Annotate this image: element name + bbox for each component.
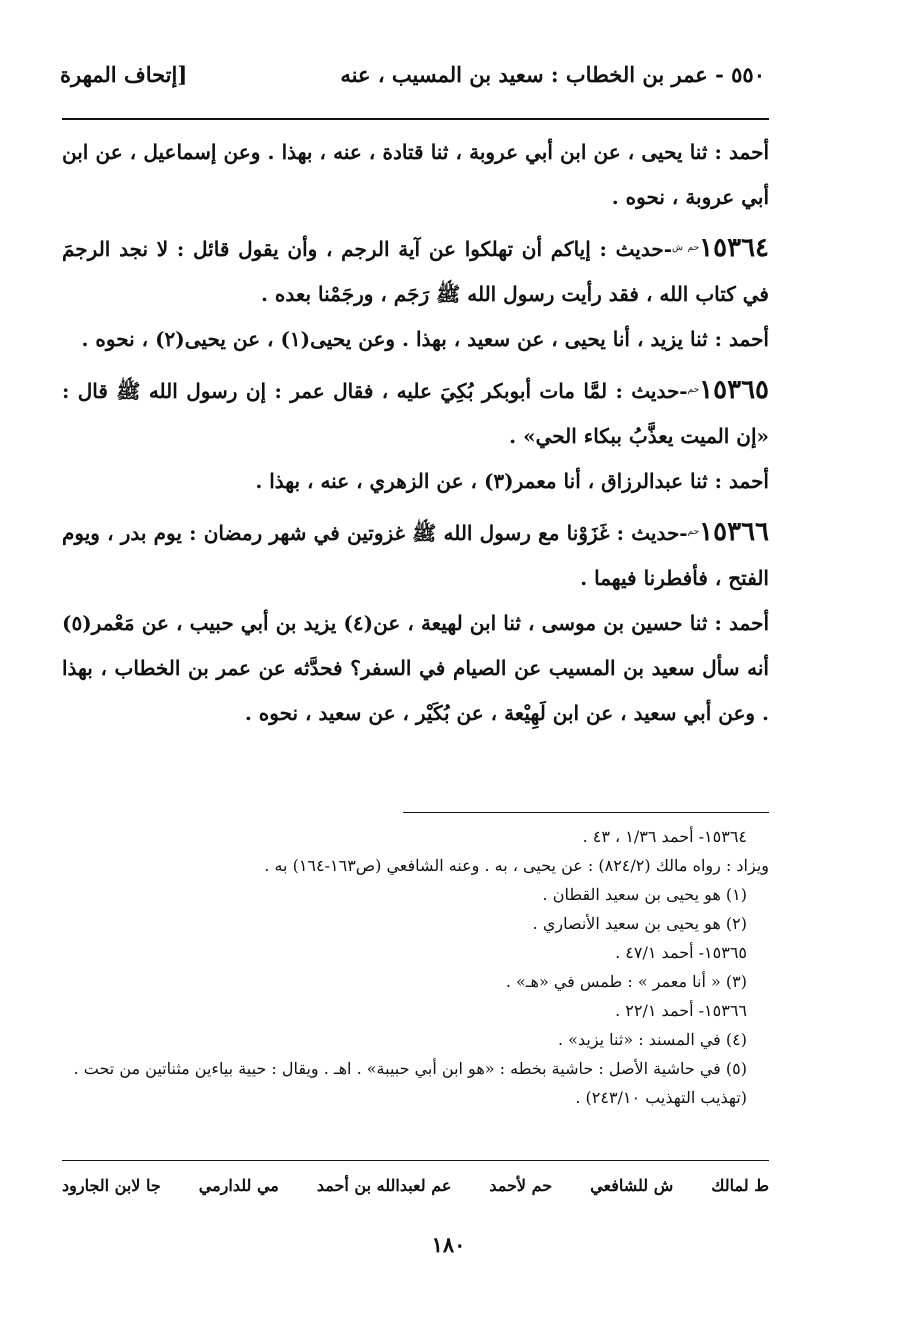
- source-legend: [62, 1176, 769, 1195]
- isnad-text: أحمد : ثنا حسين بن موسى ، ثنا ابن لهيعة ، عن(٤) يزيد بن أبي حبيب ، عن مَعْمر(٥) أنه سأل سعيد بن المسيب عن الصيام في السفر؟ فحدَّثه عن عمر بن الخطاب ، بهذا . وعن أبي سعيد ، عن ابن لَهِيْعة ، عن بُكَيْر ، عن سعيد ، نحوه .: [62, 611, 770, 725]
- footnote: ١٥٣٦٥- أحمد ٤٧/١ .: [615, 943, 747, 962]
- chapter-title: ٥٥٠ - عمر بن الخطاب : سعيد بن المسيب ، عنه: [340, 62, 765, 87]
- hadith-15364: [62, 226, 769, 362]
- legend-rule: [62, 1160, 769, 1161]
- hadith-body: -حديث : إياكم أن تهلكوا عن آية الرجم ، وأن يقول قائل : لا نجد الرجمَ في كتاب الله ، فقد رأيت رسول الله ﷺ رَجَم ، ورجَمْنا بعده .: [62, 237, 769, 306]
- footnote-rule: [403, 812, 769, 813]
- isnad-text: أحمد : ثنا يزيد ، أنا يحيى ، عن سعيد ، بهذا . وعن يحيى(١) ، عن يحيى(٢) ، نحوه .: [81, 327, 769, 351]
- footnotes: [62, 822, 769, 1112]
- legend-item-shafii: ش للشافعي: [590, 1176, 674, 1195]
- hadith-number: ١٥٣٦٦: [699, 517, 769, 547]
- isnad-text: أحمد : ثنا عبدالرزاق ، أنا معمر(٣) ، عن الزهري ، عنه ، بهذا .: [255, 469, 769, 493]
- hadith-body: -حديث : غَزَوْنا مع رسول الله ﷺ غزوتين في شهر رمضان : يوم بدر ، ويوم الفتح ، فأفطرنا فيهما .: [62, 521, 769, 590]
- legend-item-abdullah: عم لعبدالله بن أحمد: [316, 1176, 452, 1195]
- source-marker: حم: [687, 385, 700, 395]
- footnote: (٣) « أنا معمر » : طمس في «هـ» .: [505, 972, 747, 991]
- book-title: [إتحاف المهرة: [60, 62, 188, 87]
- legend-item-jarud: جا لابن الجارود: [62, 1176, 161, 1195]
- hadith-text: [62, 226, 769, 317]
- hadith-text: [62, 368, 769, 459]
- hadith-number: ١٥٣٦٤: [699, 233, 769, 263]
- hadith-15366: [62, 510, 769, 736]
- source-marker: حم: [687, 527, 700, 537]
- footnote: (١) هو يحيى بن سعيد القطان .: [542, 885, 747, 904]
- page-header: [60, 62, 765, 102]
- hadith-15365: [62, 368, 769, 504]
- header-rule: [62, 118, 769, 120]
- hadith-number: ١٥٣٦٥: [699, 375, 769, 405]
- hadith-body: -حديث : لمَّا مات أبوبكر بُكِيَ عليه ، فقال عمر : إن رسول الله ﷺ قال : «إن الميت يعذَّبُ ببكاء الحي» .: [62, 379, 769, 448]
- page-number: ١٨٠: [431, 1232, 466, 1257]
- intro-text: أحمد : ثنا يحيى ، عن ابن أبي عروبة ، ثنا قتادة ، عنه ، بهذا . وعن إسماعيل ، عن ابن أبي عروبة ، نحوه .: [62, 140, 769, 209]
- legend-item-ahmad: حم لأحمد: [489, 1176, 553, 1195]
- main-text: [62, 130, 769, 742]
- legend-item-malik: ط لمالك: [711, 1176, 769, 1195]
- source-marker: حم ش: [672, 243, 700, 253]
- footnote: ويزاد : رواه مالك (٨٢٤/٢) : عن يحيى ، به . وعنه الشافعي (ص١٦٣-١٦٤) به .: [264, 856, 769, 875]
- footnote: ١٥٣٦٤- أحمد ١/٣٦ ، ٤٣ .: [582, 827, 747, 846]
- legend-item-darimi: مي للدارمي: [198, 1176, 279, 1195]
- intro-block: [62, 130, 769, 220]
- hadith-text: [62, 510, 769, 601]
- footnote: (٢) هو يحيى بن سعيد الأنصاري .: [532, 914, 747, 933]
- footnote: (٥) في حاشية الأصل : حاشية بخطه : «هو ابن أبي حبيبة» . اهـ . ويقال : حيية بياءين مثناتين من تحت . (تهذيب التهذيب ٢٤٣/١٠) .: [73, 1059, 747, 1107]
- footnote: ١٥٣٦٦- أحمد ٢٢/١ .: [615, 1001, 747, 1020]
- footnote: (٤) في المسند : «ثنا يزيد» .: [558, 1030, 747, 1049]
